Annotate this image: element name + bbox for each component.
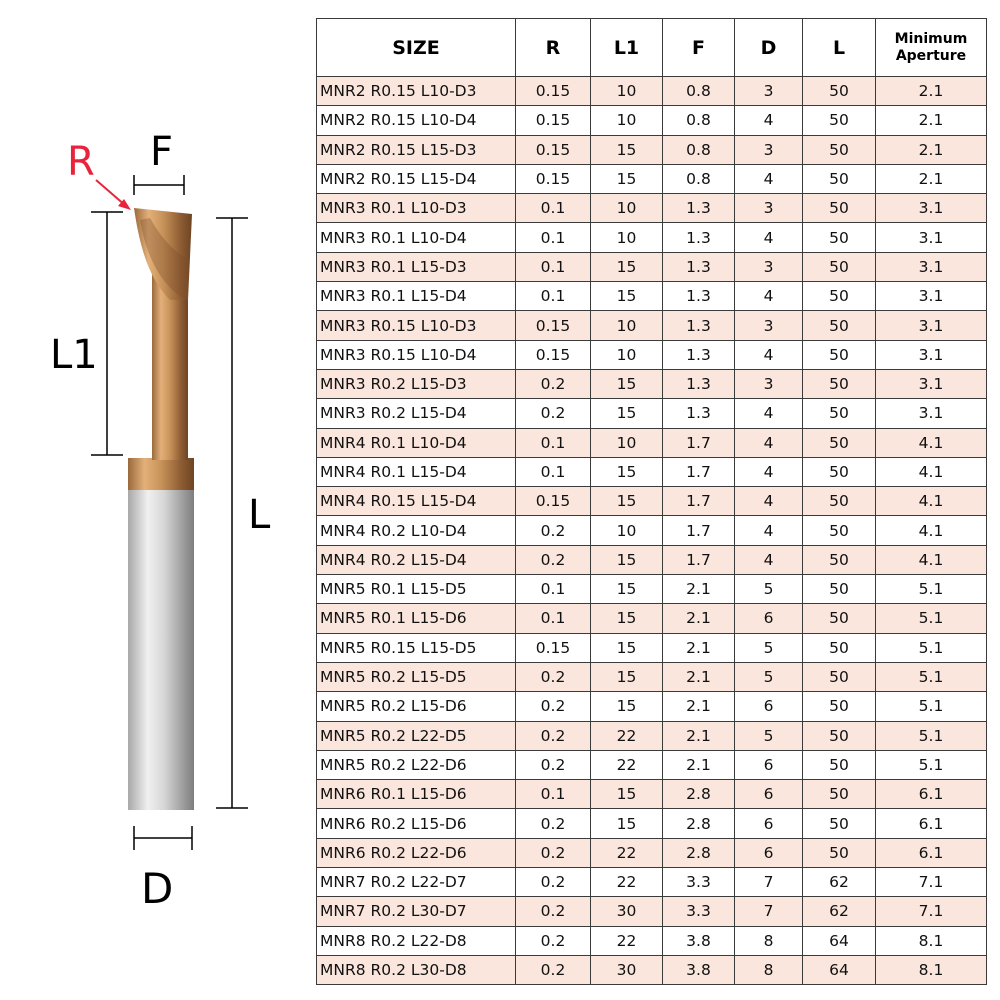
cell-d: 4: [735, 282, 803, 311]
cell-min-aperture: 2.1: [876, 106, 987, 135]
cell-r: 0.15: [516, 106, 591, 135]
cell-size: MNR4 R0.1 L10-D4: [317, 428, 516, 457]
cell-l1: 10: [591, 223, 663, 252]
cell-r: 0.15: [516, 164, 591, 193]
cell-size: MNR7 R0.2 L22-D7: [317, 868, 516, 897]
cell-f: 3.3: [663, 868, 735, 897]
table-row: [317, 106, 987, 135]
cell-l1: 22: [591, 750, 663, 779]
cell-l1: 15: [591, 252, 663, 281]
cell-min-aperture: 4.1: [876, 487, 987, 516]
cell-d: 5: [735, 575, 803, 604]
label-l: L: [248, 492, 271, 538]
cell-min-aperture: 6.1: [876, 838, 987, 867]
cell-r: 0.2: [516, 868, 591, 897]
cell-r: 0.2: [516, 721, 591, 750]
cell-min-aperture: 4.1: [876, 428, 987, 457]
header-l: L: [803, 19, 876, 77]
cell-f: 1.3: [663, 369, 735, 398]
cell-d: 4: [735, 457, 803, 486]
cell-size: MNR3 R0.2 L15-D4: [317, 399, 516, 428]
table-row: [317, 750, 987, 779]
table-body: [317, 77, 987, 985]
cell-l: 50: [803, 662, 876, 691]
cell-size: MNR4 R0.15 L15-D4: [317, 487, 516, 516]
cell-r: 0.2: [516, 399, 591, 428]
cell-min-aperture: 7.1: [876, 868, 987, 897]
cell-size: MNR2 R0.15 L10-D3: [317, 77, 516, 106]
cell-d: 4: [735, 106, 803, 135]
cell-r: 0.2: [516, 545, 591, 574]
cell-l: 62: [803, 868, 876, 897]
cell-l1: 15: [591, 545, 663, 574]
cell-f: 2.1: [663, 750, 735, 779]
cell-l1: 10: [591, 428, 663, 457]
cell-f: 1.7: [663, 457, 735, 486]
table-row: [317, 692, 987, 721]
header-aperture-line1: Minimum: [894, 30, 968, 47]
cell-f: 1.7: [663, 428, 735, 457]
cell-l: 50: [803, 135, 876, 164]
cell-size: MNR2 R0.15 L15-D3: [317, 135, 516, 164]
table-row: [317, 223, 987, 252]
header-d: D: [735, 19, 803, 77]
cell-size: MNR3 R0.1 L10-D3: [317, 194, 516, 223]
cell-size: MNR5 R0.2 L15-D6: [317, 692, 516, 721]
cell-d: 5: [735, 633, 803, 662]
cell-l1: 15: [591, 487, 663, 516]
cell-d: 6: [735, 750, 803, 779]
cell-min-aperture: 5.1: [876, 721, 987, 750]
label-d: D: [141, 864, 174, 913]
cell-l1: 22: [591, 926, 663, 955]
cell-l: 50: [803, 77, 876, 106]
table-row: [317, 164, 987, 193]
cell-min-aperture: 3.1: [876, 252, 987, 281]
cell-l1: 10: [591, 516, 663, 545]
cell-l1: 22: [591, 721, 663, 750]
cell-size: MNR8 R0.2 L30-D8: [317, 955, 516, 984]
cell-size: MNR3 R0.1 L10-D4: [317, 223, 516, 252]
cell-d: 4: [735, 516, 803, 545]
cell-r: 0.2: [516, 897, 591, 926]
spec-table: [316, 18, 987, 985]
cell-size: MNR3 R0.1 L15-D3: [317, 252, 516, 281]
cell-f: 1.7: [663, 545, 735, 574]
cell-l1: 15: [591, 164, 663, 193]
cell-l: 50: [803, 164, 876, 193]
cell-r: 0.1: [516, 223, 591, 252]
cell-l: 50: [803, 750, 876, 779]
table-row: [317, 399, 987, 428]
cell-r: 0.2: [516, 809, 591, 838]
cell-f: 0.8: [663, 106, 735, 135]
cell-l: 50: [803, 399, 876, 428]
table-row: [317, 604, 987, 633]
cell-min-aperture: 3.1: [876, 399, 987, 428]
table-row: [317, 926, 987, 955]
header-size: SIZE: [317, 19, 516, 77]
cell-size: MNR3 R0.15 L10-D4: [317, 340, 516, 369]
cell-f: 2.1: [663, 604, 735, 633]
table-row: [317, 809, 987, 838]
cell-l: 50: [803, 340, 876, 369]
cell-l1: 10: [591, 77, 663, 106]
cell-d: 7: [735, 897, 803, 926]
cell-f: 1.3: [663, 399, 735, 428]
cell-d: 3: [735, 77, 803, 106]
table-row: [317, 311, 987, 340]
cell-f: 2.1: [663, 575, 735, 604]
cell-size: MNR6 R0.2 L15-D6: [317, 809, 516, 838]
cell-l: 64: [803, 926, 876, 955]
cell-r: 0.15: [516, 340, 591, 369]
cell-l: 64: [803, 955, 876, 984]
cell-size: MNR7 R0.2 L30-D7: [317, 897, 516, 926]
cell-r: 0.15: [516, 77, 591, 106]
tool-collar: [128, 458, 194, 490]
cell-d: 3: [735, 369, 803, 398]
cell-min-aperture: 5.1: [876, 633, 987, 662]
cell-l: 50: [803, 487, 876, 516]
cell-l1: 15: [591, 604, 663, 633]
cell-l1: 30: [591, 955, 663, 984]
cell-min-aperture: 3.1: [876, 282, 987, 311]
cell-size: MNR2 R0.15 L15-D4: [317, 164, 516, 193]
cell-f: 1.7: [663, 487, 735, 516]
cell-d: 3: [735, 135, 803, 164]
cell-l1: 15: [591, 575, 663, 604]
cell-f: 2.8: [663, 780, 735, 809]
cell-min-aperture: 4.1: [876, 516, 987, 545]
cell-l: 50: [803, 369, 876, 398]
cell-l: 50: [803, 223, 876, 252]
cell-d: 5: [735, 721, 803, 750]
cell-l: 50: [803, 194, 876, 223]
cell-size: MNR6 R0.2 L22-D6: [317, 838, 516, 867]
cell-f: 0.8: [663, 77, 735, 106]
cell-l1: 22: [591, 838, 663, 867]
header-minimum-aperture: [876, 19, 987, 77]
header-l1: L1: [591, 19, 663, 77]
cell-min-aperture: 5.1: [876, 575, 987, 604]
cell-d: 4: [735, 545, 803, 574]
table-row: [317, 838, 987, 867]
cell-d: 7: [735, 868, 803, 897]
cell-l: 50: [803, 604, 876, 633]
cell-d: 6: [735, 692, 803, 721]
cell-min-aperture: 8.1: [876, 926, 987, 955]
cell-d: 4: [735, 399, 803, 428]
cell-size: MNR6 R0.1 L15-D6: [317, 780, 516, 809]
cell-d: 5: [735, 662, 803, 691]
table-row: [317, 897, 987, 926]
cell-r: 0.2: [516, 750, 591, 779]
cell-l: 50: [803, 282, 876, 311]
table-row: [317, 135, 987, 164]
cell-l1: 15: [591, 135, 663, 164]
cell-l: 50: [803, 311, 876, 340]
cell-f: 0.8: [663, 135, 735, 164]
cell-f: 1.3: [663, 223, 735, 252]
cell-l: 62: [803, 897, 876, 926]
tool-shank: [128, 478, 194, 810]
cell-d: 6: [735, 809, 803, 838]
cell-r: 0.2: [516, 516, 591, 545]
cell-l: 50: [803, 516, 876, 545]
cell-f: 3.8: [663, 955, 735, 984]
cell-r: 0.2: [516, 926, 591, 955]
cell-size: MNR5 R0.2 L22-D5: [317, 721, 516, 750]
cell-l1: 15: [591, 369, 663, 398]
cell-d: 3: [735, 194, 803, 223]
cell-d: 3: [735, 311, 803, 340]
cell-l1: 15: [591, 457, 663, 486]
cell-l1: 15: [591, 780, 663, 809]
cell-min-aperture: 5.1: [876, 604, 987, 633]
cell-min-aperture: 2.1: [876, 77, 987, 106]
cell-f: 2.1: [663, 662, 735, 691]
cell-r: 0.1: [516, 194, 591, 223]
label-r: R: [67, 139, 95, 185]
cell-f: 2.8: [663, 809, 735, 838]
cell-min-aperture: 3.1: [876, 369, 987, 398]
cell-size: MNR5 R0.2 L22-D6: [317, 750, 516, 779]
cell-l1: 10: [591, 106, 663, 135]
cell-d: 4: [735, 487, 803, 516]
cell-r: 0.15: [516, 311, 591, 340]
cell-size: MNR5 R0.2 L15-D5: [317, 662, 516, 691]
cell-min-aperture: 5.1: [876, 662, 987, 691]
cell-f: 2.1: [663, 721, 735, 750]
cell-f: 0.8: [663, 164, 735, 193]
cell-r: 0.1: [516, 457, 591, 486]
table-row: [317, 282, 987, 311]
table-row: [317, 516, 987, 545]
table-row: [317, 868, 987, 897]
cell-min-aperture: 2.1: [876, 135, 987, 164]
cell-l: 50: [803, 838, 876, 867]
table-row: [317, 545, 987, 574]
table-row: [317, 340, 987, 369]
cell-r: 0.1: [516, 575, 591, 604]
cell-f: 1.7: [663, 516, 735, 545]
cell-f: 2.1: [663, 692, 735, 721]
cell-l: 50: [803, 721, 876, 750]
table-row: [317, 633, 987, 662]
cell-size: MNR3 R0.15 L10-D3: [317, 311, 516, 340]
cell-min-aperture: 5.1: [876, 750, 987, 779]
cell-size: MNR4 R0.2 L15-D4: [317, 545, 516, 574]
cell-r: 0.1: [516, 282, 591, 311]
cell-l: 50: [803, 106, 876, 135]
cell-r: 0.1: [516, 780, 591, 809]
table-header-row: [317, 19, 987, 77]
cell-l1: 15: [591, 692, 663, 721]
cell-l1: 30: [591, 897, 663, 926]
table-row: [317, 457, 987, 486]
cell-f: 2.8: [663, 838, 735, 867]
cell-f: 1.3: [663, 282, 735, 311]
cell-r: 0.2: [516, 955, 591, 984]
table-row: [317, 194, 987, 223]
table-row: [317, 662, 987, 691]
cell-size: MNR4 R0.2 L10-D4: [317, 516, 516, 545]
cell-min-aperture: 3.1: [876, 311, 987, 340]
cell-l1: 15: [591, 633, 663, 662]
header-f: F: [663, 19, 735, 77]
table-row: [317, 252, 987, 281]
cell-l: 50: [803, 252, 876, 281]
cell-f: 2.1: [663, 633, 735, 662]
cell-f: 3.3: [663, 897, 735, 926]
cell-min-aperture: 4.1: [876, 457, 987, 486]
table-row: [317, 487, 987, 516]
cell-d: 6: [735, 838, 803, 867]
cell-l: 50: [803, 457, 876, 486]
cell-l1: 15: [591, 662, 663, 691]
cell-r: 0.15: [516, 487, 591, 516]
cell-d: 4: [735, 164, 803, 193]
cell-l1: 10: [591, 340, 663, 369]
cell-size: MNR2 R0.15 L10-D4: [317, 106, 516, 135]
cell-d: 6: [735, 780, 803, 809]
cell-min-aperture: 5.1: [876, 692, 987, 721]
cell-min-aperture: 6.1: [876, 780, 987, 809]
cell-l1: 15: [591, 399, 663, 428]
label-l1: L1: [50, 332, 98, 378]
cell-f: 1.3: [663, 194, 735, 223]
cell-min-aperture: 3.1: [876, 340, 987, 369]
cell-d: 8: [735, 955, 803, 984]
cell-d: 6: [735, 604, 803, 633]
table-row: [317, 77, 987, 106]
cell-l: 50: [803, 428, 876, 457]
cell-l1: 10: [591, 194, 663, 223]
cell-l: 50: [803, 809, 876, 838]
cell-min-aperture: 8.1: [876, 955, 987, 984]
cell-f: 1.3: [663, 311, 735, 340]
cell-l1: 22: [591, 868, 663, 897]
cell-r: 0.1: [516, 604, 591, 633]
cell-r: 0.2: [516, 369, 591, 398]
cell-min-aperture: 2.1: [876, 164, 987, 193]
cell-d: 3: [735, 252, 803, 281]
table-row: [317, 575, 987, 604]
label-f: F: [150, 129, 174, 175]
table-row: [317, 428, 987, 457]
cell-min-aperture: 3.1: [876, 194, 987, 223]
cell-l1: 10: [591, 311, 663, 340]
cell-size: MNR5 R0.1 L15-D5: [317, 575, 516, 604]
cell-r: 0.15: [516, 633, 591, 662]
cell-l: 50: [803, 633, 876, 662]
cell-size: MNR5 R0.1 L15-D6: [317, 604, 516, 633]
cell-size: MNR3 R0.1 L15-D4: [317, 282, 516, 311]
cell-r: 0.2: [516, 662, 591, 691]
cell-d: 4: [735, 340, 803, 369]
cell-r: 0.1: [516, 428, 591, 457]
cell-size: MNR5 R0.15 L15-D5: [317, 633, 516, 662]
cell-l: 50: [803, 575, 876, 604]
cell-l: 50: [803, 692, 876, 721]
table-row: [317, 955, 987, 984]
cell-f: 3.8: [663, 926, 735, 955]
cell-r: 0.2: [516, 838, 591, 867]
cell-d: 4: [735, 428, 803, 457]
cell-r: 0.15: [516, 135, 591, 164]
table-row: [317, 780, 987, 809]
tool-diagram: [0, 0, 300, 1000]
cell-l: 50: [803, 780, 876, 809]
cell-min-aperture: 3.1: [876, 223, 987, 252]
cell-d: 8: [735, 926, 803, 955]
cell-r: 0.1: [516, 252, 591, 281]
cell-size: MNR8 R0.2 L22-D8: [317, 926, 516, 955]
cell-l1: 15: [591, 809, 663, 838]
cell-size: MNR4 R0.1 L15-D4: [317, 457, 516, 486]
table-row: [317, 369, 987, 398]
table-row: [317, 721, 987, 750]
cell-l1: 15: [591, 282, 663, 311]
cell-min-aperture: 7.1: [876, 897, 987, 926]
cell-f: 1.3: [663, 340, 735, 369]
cell-l: 50: [803, 545, 876, 574]
cell-min-aperture: 6.1: [876, 809, 987, 838]
header-r: R: [516, 19, 591, 77]
cell-d: 4: [735, 223, 803, 252]
cell-min-aperture: 4.1: [876, 545, 987, 574]
header-aperture-line2: Aperture: [895, 47, 967, 64]
cell-r: 0.2: [516, 692, 591, 721]
cell-size: MNR3 R0.2 L15-D3: [317, 369, 516, 398]
cell-f: 1.3: [663, 252, 735, 281]
